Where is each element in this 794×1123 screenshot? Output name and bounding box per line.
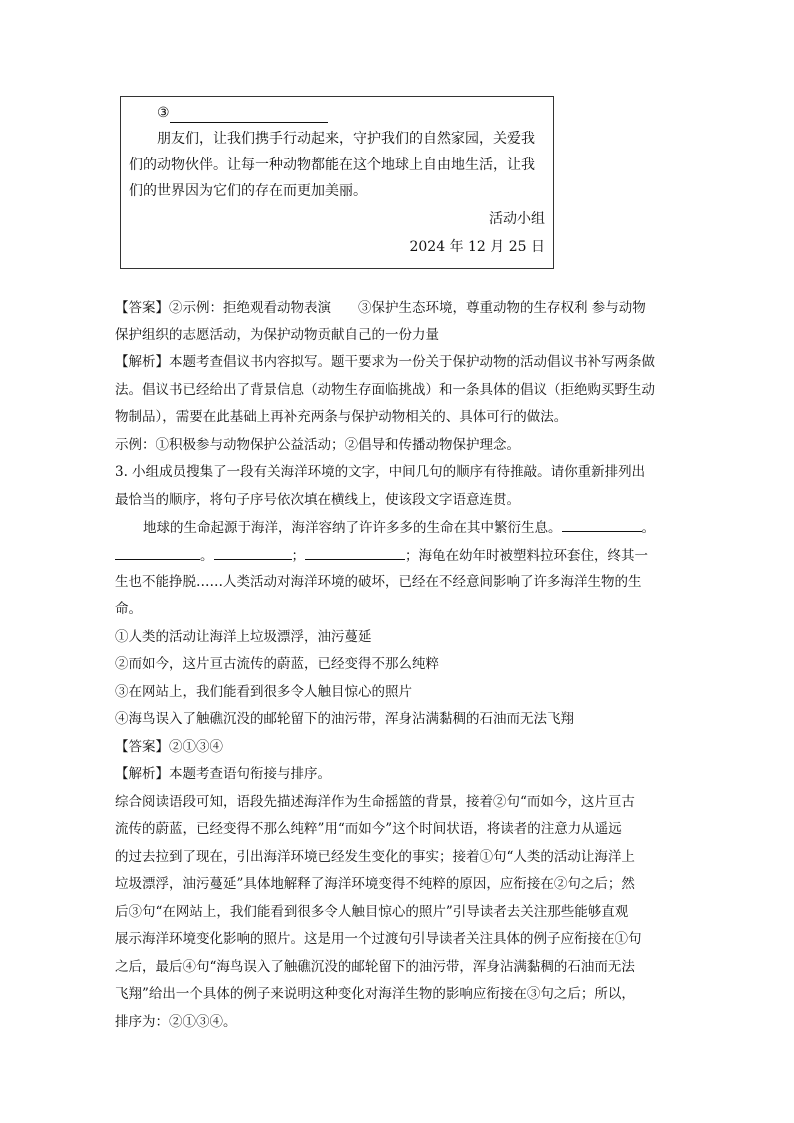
- closing-paragraph-line-3: 们的世界因为它们的存在而更加美丽。: [129, 183, 367, 199]
- answer-blank-3[interactable]: [214, 545, 292, 560]
- q3-option-3: ③在网站上，我们能看到很多令人触目惊心的照片: [115, 684, 412, 700]
- q3-analysis-heading: 【解析】本题考查语句衔接与排序。: [115, 766, 331, 782]
- q2-analysis-line-3: 物制品），需要在此基础上再补充两条与保护动物相关的、具体可行的做法。: [115, 409, 568, 425]
- q3-analysis-line-9: 排序为：②①③④。: [115, 1014, 237, 1030]
- item3-marker: ③: [157, 105, 170, 121]
- q3-analysis-line-2: 流传的蔚蓝，已经变得不那么纯粹”用“而如今”这个时间状语，将读者的注意力从遥远: [115, 821, 622, 837]
- q2-answer-line-1: 【答案】②示例：拒绝观看动物表演 ③保护生态环境，尊重动物的生存权利 参与动物: [115, 300, 646, 316]
- date: 2024 年 12 月 25 日: [409, 239, 545, 255]
- closing-paragraph-line-2: 们的动物伙伴。让每一种动物都能在这个地球上自由地生活，让我: [129, 157, 535, 173]
- q3-analysis-line-4: 垃圾漂浮，油污蔓延”具体地解释了海洋环境变得不纯粹的原因，应衔接在②句之后；然: [115, 876, 635, 892]
- q3-analysis-line-3: 的过去拉到了现在，引出海洋环境已经发生变化的事实；接着①句“人类的活动让海洋上: [115, 849, 635, 865]
- answer-blank-1[interactable]: [562, 517, 642, 532]
- q3-answer: 【答案】②①③④: [115, 739, 223, 755]
- q3-analysis-line-8: 飞翔”给出一个具体的例子来说明这种变化对海洋生物的影响应衔接在③句之后；所以，: [115, 986, 635, 1002]
- q3-stem-line-2: 最恰当的顺序，将句子序号依次填在横线上，使该段文字语意连贯。: [115, 492, 520, 508]
- semicolon-1: ；: [291, 548, 305, 564]
- q2-analysis-line-1: 【解析】本题考查倡议书内容拟写。题干要求为一份关于保护动物的活动倡议书补写两条做: [115, 354, 655, 370]
- q3-option-1: ①人类的活动让海洋上垃圾漂浮，油污蔓延: [115, 629, 372, 645]
- proposal-box: [120, 96, 554, 269]
- q3-analysis-line-6: 展示海洋环境变化影响的照片。这是用一个过渡句引导读者关注具体的例子应衔接在①句: [115, 931, 642, 947]
- period-1: 。: [641, 520, 655, 536]
- q3-passage-line-2: [115, 545, 648, 566]
- signature: 活动小组: [489, 211, 545, 227]
- q3-option-2: ②而如今，这片亘古流传的蔚蓝，已经变得不那么纯粹: [115, 656, 439, 672]
- closing-paragraph-line-1: 朋友们，让我们携手行动起来，守护我们的自然家园，关爱我: [157, 131, 535, 147]
- q3-passage-line-4: 命。: [115, 601, 142, 617]
- q3-passage-line-1: [143, 517, 655, 538]
- answer-blank-2[interactable]: [115, 545, 200, 560]
- q3-passage-text-2: ；海龟在幼年时被塑料拉环套住，终其一: [405, 548, 648, 564]
- q2-analysis-line-2: 法。倡议书已经给出了背景信息（动物生存面临挑战）和一条具体的倡议（拒绝购买野生动: [115, 382, 655, 398]
- q3-passage-text-1: 地球的生命起源于海洋，海洋容纳了许许多多的生命在其中繁衍生息。: [143, 520, 562, 536]
- q3-analysis-line-7: 之后，最后④句“海鸟误入了触礁沉没的邮轮留下的油污带，浑身沾满黏稠的石油而无法: [115, 959, 635, 975]
- q2-answer-line-2: 保护组织的志愿活动，为保护动物贡献自己的一份力量: [115, 327, 439, 343]
- item3-blank: [170, 108, 328, 123]
- q3-option-4: ④海鸟误入了触礁沉没的邮轮留下的油污带，浑身沾满黏稠的石油而无法飞翔: [115, 711, 574, 727]
- q3-passage-line-3: 生也不能挣脱……人类活动对海洋环境的破坏，已经在不经意间影响了许多海洋生物的生: [115, 574, 642, 590]
- q3-analysis-line-5: 后③句“在网站上，我们能看到很多令人触目惊心的照片”引导读者去关注那些能够直观: [115, 904, 629, 920]
- q3-analysis-line-1: 综合阅读语段可知，语段先描述海洋作为生命摇篮的背景，接着②句“而如今，这片亘古: [115, 794, 635, 810]
- period-2: 。: [200, 548, 214, 564]
- answer-blank-4[interactable]: [305, 545, 405, 560]
- q2-analysis-line-4: 示例：①积极参与动物保护公益活动；②倡导和传播动物保护理念。: [115, 437, 520, 453]
- q3-stem-line-1: 3. 小组成员搜集了一段有关海洋环境的文字，中间几句的顺序有待推敲。请你重新排列出: [115, 464, 646, 480]
- item3-line: [157, 103, 328, 123]
